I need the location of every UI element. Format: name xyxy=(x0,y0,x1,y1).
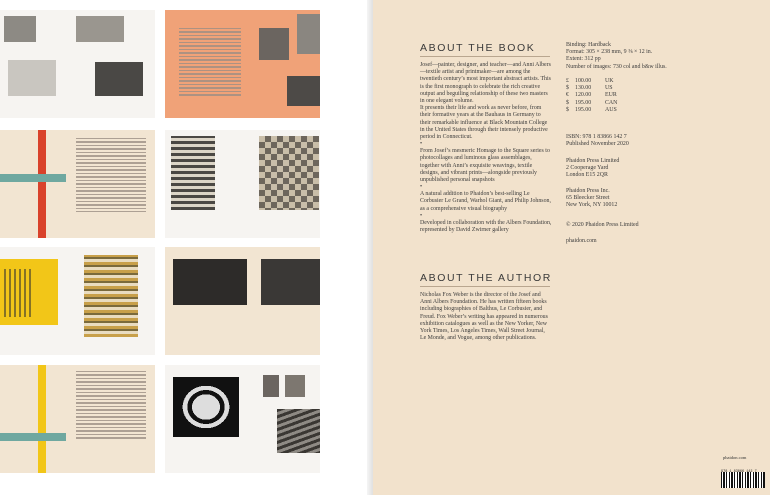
price-symbol: € xyxy=(566,92,569,99)
price-row xyxy=(566,100,666,107)
photo-collage-1 xyxy=(4,16,36,42)
spread-3-left-page xyxy=(0,247,155,355)
teal-horizontal-bar xyxy=(0,433,66,441)
isbn-block xyxy=(566,134,706,148)
red-vertical-bar xyxy=(38,130,46,238)
text-block xyxy=(76,138,146,215)
price-currency: CAN xyxy=(605,99,618,106)
bullet-icon: • xyxy=(420,212,423,219)
photo-portrait-2 xyxy=(297,14,320,54)
spread-3 xyxy=(0,247,340,355)
price-symbol: $ xyxy=(566,99,569,106)
about-book-body xyxy=(420,62,552,234)
price-currency: AUS xyxy=(605,106,617,113)
price-amount: 195.00 xyxy=(575,106,592,113)
price-symbol: £ xyxy=(566,78,569,84)
publisher-uk-address xyxy=(566,158,706,180)
spread-1-right-page xyxy=(165,10,320,118)
price-symbol: $ xyxy=(566,106,569,113)
spread-2-right-page xyxy=(165,130,320,238)
spread-2-left-page xyxy=(0,130,155,238)
barcode-icon xyxy=(721,472,765,488)
address-line: London E15 2QR xyxy=(566,172,608,179)
price-amount: 130.00 xyxy=(575,85,592,92)
isbn: ISBN: 978 1 83866 142 7 xyxy=(566,134,627,140)
price-row xyxy=(566,85,666,92)
price-row xyxy=(566,107,666,114)
bullet-item: Developed in collaboration with the Albers Foundation, represented by David Zwirner gallery xyxy=(420,219,552,234)
bullet-icon: • xyxy=(420,141,423,148)
spread-3-right-page xyxy=(165,247,320,355)
publication-date: Published November 2020 xyxy=(566,141,629,148)
publisher-name: Phaidon Press Limited xyxy=(566,158,620,164)
back-cover xyxy=(373,0,770,495)
spread-2 xyxy=(0,130,340,238)
about-book-paragraph: Josef—painter, designer, and teacher—and Anni Albers—textile artist and printmaker—are among the twentieth century’s most important abstract artists. This is the first monograph to celebrate the rich creative output and beguiling relationship of these two masters in one elegant volume. xyxy=(420,62,551,105)
photo-portrait-1 xyxy=(259,28,289,60)
price-list xyxy=(566,78,666,114)
photo-dunes xyxy=(277,409,320,453)
photo-teaching-2 xyxy=(261,259,320,305)
spread-4-left-page xyxy=(0,365,155,473)
price-amount: 100.00 xyxy=(575,78,592,84)
divider xyxy=(420,286,550,287)
spec-extent: Extent: 312 pp xyxy=(566,56,601,63)
photo-small-1 xyxy=(263,375,279,397)
teal-horizontal-bar xyxy=(0,174,66,182)
spec-format: Format: 305 × 238 mm, 9 ⅜ × 12 in. xyxy=(566,49,653,56)
bullet-item: From Josef’s mesmeric Homage to the Square series to photocollages and luminous glass assemblages, together with Anni’s exquisite weavings, textile designs, and vibrant prints—alongside previously unpublished personal snapshots xyxy=(420,148,550,184)
copyright: © 2020 Phaidon Press Limited xyxy=(566,222,639,228)
publisher-us-address xyxy=(566,188,706,210)
website-small: phaidon.com xyxy=(723,455,747,460)
weaving-artwork-1 xyxy=(171,136,215,210)
spec-images: Number of images: 730 col and b&w illus. xyxy=(566,63,667,70)
spread-1-left-page xyxy=(0,10,155,118)
about-book-heading: ABOUT THE BOOK xyxy=(420,42,536,54)
address-line: 65 Bleecker Street xyxy=(566,195,610,202)
price-symbol: $ xyxy=(566,85,569,92)
photo-op-art xyxy=(173,377,239,437)
spread-4 xyxy=(0,365,340,473)
price-amount: 195.00 xyxy=(575,99,592,106)
about-author-body: Nicholas Fox Weber is the director of the Josef and Anni Albers Foundation. He has written fifteen books including biographies of Balthus, Le Corbusier, and Freud. Fox Weber’s writing has appeared in numerous exhibition catalogues as well as the New Yorker, New York Times, Los Angeles Times, Wall Street Journal, Le Monde, and Vogue, among other publications. xyxy=(420,292,548,342)
yellow-vertical-bar xyxy=(38,365,46,473)
price-currency: UK xyxy=(605,78,614,84)
price-currency: US xyxy=(605,85,613,92)
price-amount: 120.00 xyxy=(575,92,592,99)
photo-portrait-3 xyxy=(287,76,320,106)
spread-1 xyxy=(0,10,340,118)
weaving-artwork-2 xyxy=(259,136,319,210)
address-line: 2 Cooperage Yard xyxy=(566,165,609,172)
bullet-icon: • xyxy=(420,184,423,191)
specs-block xyxy=(566,42,706,71)
text-block xyxy=(76,371,146,441)
spread-4-right-page xyxy=(165,365,320,473)
website-link[interactable]: phaidon.com xyxy=(566,238,597,244)
striped-weaving xyxy=(84,255,138,337)
about-book-paragraph: It presents their life and work as never before, from their formative years at the Bauhaus in Germany to their remarkable influence at Black Mountain College in the United States through their intensely productive period in Connecticut. xyxy=(420,105,548,141)
price-row xyxy=(566,92,666,99)
address-line: New York, NY 10012 xyxy=(566,202,618,209)
bullet-item: A natural addition to Phaidon’s best-selling Le Corbusier Le Grand, Warhol Giant, and Philip Johnson, as a comprehensive visual biography xyxy=(420,191,551,212)
divider xyxy=(420,56,550,57)
price-row xyxy=(566,78,666,85)
publisher-name: Phaidon Press Inc. xyxy=(566,188,610,194)
photo-collage-4 xyxy=(95,62,143,96)
photo-teaching-1 xyxy=(173,259,247,305)
photo-collage-3 xyxy=(8,60,56,96)
yellow-artwork-pattern xyxy=(4,269,32,317)
text-block xyxy=(179,28,241,98)
price-currency: EUR xyxy=(605,92,617,99)
spec-binding: Binding: Hardback xyxy=(566,42,611,48)
photo-collage-2 xyxy=(76,16,124,42)
photo-small-2 xyxy=(285,375,305,397)
about-author-heading: ABOUT THE AUTHOR xyxy=(420,272,552,284)
